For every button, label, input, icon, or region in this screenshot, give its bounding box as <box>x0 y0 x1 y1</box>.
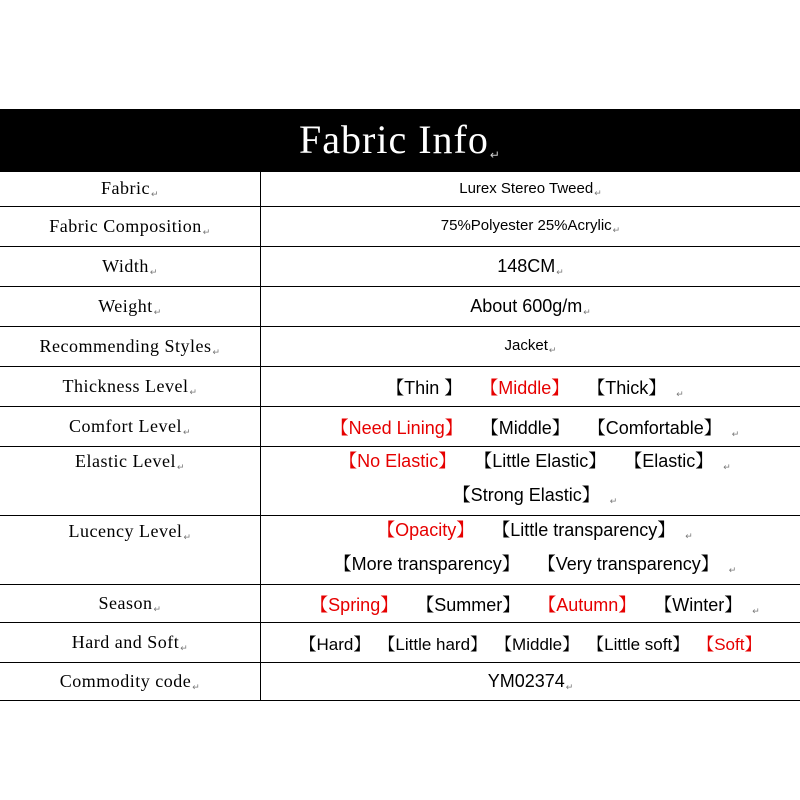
row-label: Elastic Level <box>74 451 176 471</box>
return-mark-icon: ↵ <box>182 426 192 437</box>
table-row-commodity-code <box>0 663 800 701</box>
option-tag-selected: 【Spring】 <box>310 594 399 615</box>
table-row-lucency <box>0 516 800 585</box>
return-mark-icon: ↵ <box>202 226 211 237</box>
row-label: Recommending Styles <box>39 335 212 356</box>
table-row-hardness <box>0 623 800 663</box>
table-row-composition <box>0 207 800 247</box>
return-mark-icon: ↵ <box>565 681 574 692</box>
option-tag: 【Thick】 <box>587 377 667 398</box>
option-tag: 【Little transparency】 <box>492 520 676 540</box>
return-mark-icon: ↵ <box>176 462 185 472</box>
row-label: Lucency Level <box>68 521 183 541</box>
option-tag: 【Comfortable】 <box>587 417 722 438</box>
option-tag-selected: 【Soft】 <box>697 635 762 654</box>
table-row-width <box>0 247 800 287</box>
return-mark-icon: ↵ <box>685 531 693 541</box>
row-label: Thickness Level <box>62 375 189 396</box>
return-mark-icon: ↵ <box>609 496 618 506</box>
row-label: Fabric Composition <box>49 215 202 236</box>
option-tag: 【More transparency】 <box>333 554 520 574</box>
option-tag: 【Strong Elastic】 <box>452 485 600 505</box>
fabric-info-header <box>0 109 800 171</box>
return-mark-icon: ↵ <box>183 532 192 542</box>
option-tag-selected: 【No Elastic】 <box>339 451 457 471</box>
option-tag: 【Middle】 <box>480 417 570 438</box>
return-mark-icon: ↵ <box>548 345 557 355</box>
option-tag: 【Little Elastic】 <box>474 451 607 471</box>
return-mark-icon: ↵ <box>149 266 158 277</box>
return-mark-icon: ↵ <box>153 306 162 317</box>
table-row-styles <box>0 327 800 367</box>
option-tag: 【Thin 】 <box>386 377 463 398</box>
option-tag-selected: 【Autumn】 <box>538 594 637 615</box>
row-value: About 600g/m <box>470 295 583 316</box>
row-label: Comfort Level <box>68 415 182 436</box>
return-mark-icon: ↵ <box>212 346 221 357</box>
return-mark-icon: ↵ <box>153 603 162 614</box>
row-label: Weight <box>98 295 153 316</box>
row-value: 148CM <box>497 255 556 276</box>
table-row-weight <box>0 287 800 327</box>
option-tag-selected: 【Middle】 <box>480 377 570 398</box>
option-tag: 【Middle】 <box>495 635 580 654</box>
row-value: YM02374 <box>487 670 565 691</box>
return-mark-icon: ↵ <box>489 148 501 162</box>
row-label: Season <box>98 592 153 613</box>
fabric-info-table <box>0 171 800 701</box>
table-row-thickness <box>0 367 800 407</box>
return-mark-icon: ↵ <box>676 388 684 399</box>
table-row-season <box>0 585 800 623</box>
table-row-comfort <box>0 407 800 447</box>
return-mark-icon: ↵ <box>556 266 564 277</box>
option-tag: 【Winter】 <box>654 594 743 615</box>
row-label: Width <box>102 255 149 276</box>
option-tag: 【Elastic】 <box>624 451 714 471</box>
option-tag: 【Hard】 <box>299 635 371 654</box>
return-mark-icon: ↵ <box>583 306 591 317</box>
table-row-elastic <box>0 447 800 516</box>
return-mark-icon: ↵ <box>728 565 737 575</box>
option-tag-selected: 【Opacity】 <box>377 520 475 540</box>
option-tag-selected: 【Need Lining】 <box>330 417 463 438</box>
return-mark-icon: ↵ <box>752 605 760 616</box>
page-title: Fabric Info <box>299 117 489 162</box>
row-value: 75%Polyester 25%Acrylic <box>440 217 612 234</box>
return-mark-icon: ↵ <box>180 642 189 653</box>
option-tag: 【Summer】 <box>416 594 521 615</box>
row-label: Commodity code <box>59 670 192 691</box>
return-mark-icon: ↵ <box>192 681 201 692</box>
option-tag: 【Very transparency】 <box>537 554 719 574</box>
return-mark-icon: ↵ <box>594 187 602 198</box>
option-tag: 【Little hard】 <box>378 635 488 654</box>
return-mark-icon: ↵ <box>189 386 198 397</box>
row-value: Lurex Stereo Tweed <box>459 179 594 197</box>
option-tag: 【Little soft】 <box>587 635 690 654</box>
return-mark-icon: ↵ <box>731 428 740 439</box>
return-mark-icon: ↵ <box>612 225 621 235</box>
row-label: Hard and Soft <box>71 631 180 652</box>
row-label: Fabric <box>100 178 150 198</box>
table-row-fabric <box>0 172 800 207</box>
return-mark-icon: ↵ <box>150 189 160 199</box>
return-mark-icon: ↵ <box>723 462 731 472</box>
row-value: Jacket <box>504 337 548 354</box>
